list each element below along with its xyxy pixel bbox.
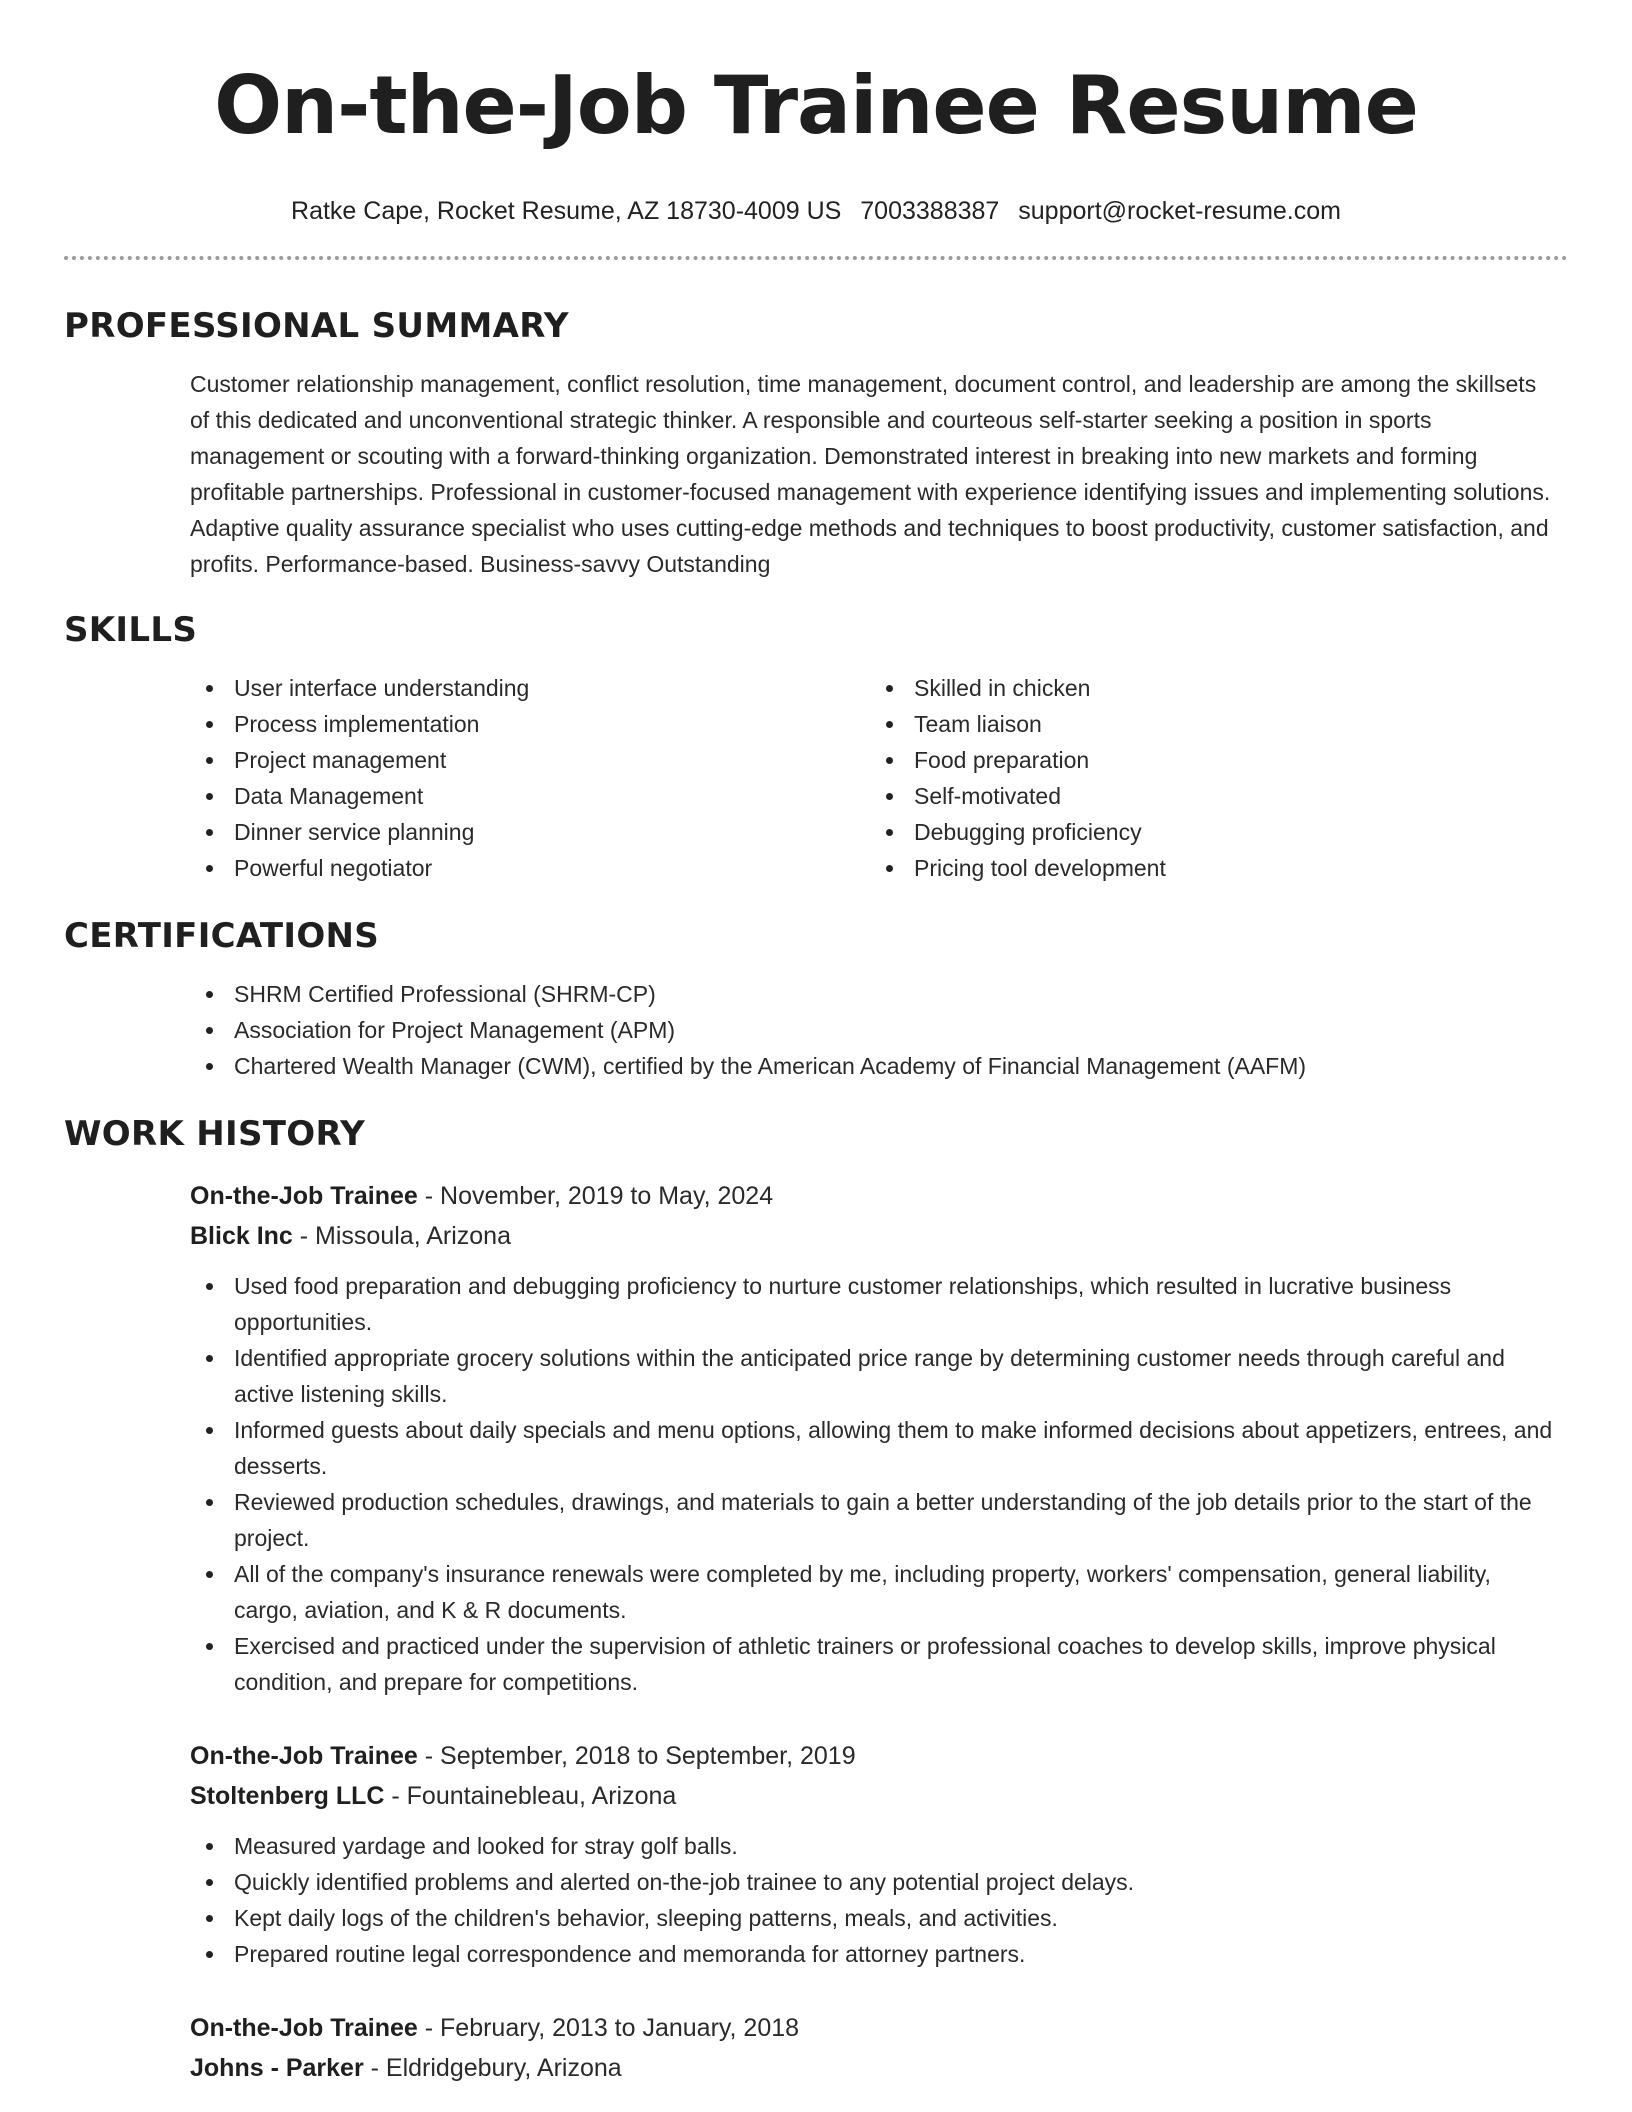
- skills-list-right: [870, 670, 1550, 886]
- job-bullet: Reviewed production schedules, drawings, and materials to gain a better understanding of the job details prior to the start of the project.: [190, 1484, 1560, 1556]
- job-dates: - November, 2019 to May, 2024: [417, 1182, 774, 1210]
- job-bullets: [190, 1828, 1568, 1972]
- skill-item: Skilled in chicken: [870, 670, 1550, 706]
- certification-item: SHRM Certified Professional (SHRM-CP): [190, 976, 1568, 1012]
- job-location: - Fountainebleau, Arizona: [384, 1782, 677, 1810]
- job-bullets: [190, 1268, 1568, 1700]
- job-bullet: All of the company's insurance renewals were completed by me, including property, workers' compensation, general liability, cargo, aviation, and K & R documents.: [190, 1556, 1560, 1628]
- skill-item: Pricing tool development: [870, 850, 1550, 886]
- certifications-section: [64, 976, 1568, 1084]
- summary-text: Customer relationship management, conflict resolution, time management, document control, and leadership are among the skillsets of this dedicated and unconventional strategic thinker. A responsible and courteous self-starter seeking a position in sports management or scouting with a forward-thinking organization. Demonstrated interest in breaking into new markets and forming profitable partnerships. Professional in customer-focused management with experience identifying issues and implementing solutions. Adaptive quality assurance specialist who uses cutting-edge methods and techniques to boost productivity, customer satisfaction, and profits. Performance-based. Business-savvy Outstanding: [190, 371, 1551, 577]
- job-bullet: Quickly identified problems and alerted on-the-job trainee to any potential project delays.: [190, 1864, 1560, 1900]
- job-bullet: Identified appropriate grocery solutions within the anticipated price range by determining customer needs through careful and active listening skills.: [190, 1340, 1560, 1412]
- skill-item: Dinner service planning: [190, 814, 870, 850]
- contact-address: Ratke Cape, Rocket Resume, AZ 18730-4009 US: [291, 197, 842, 225]
- job-title-line: [190, 1736, 1568, 1776]
- job-title: On-the-Job Trainee: [190, 1182, 418, 1210]
- skill-item: Food preparation: [870, 742, 1550, 778]
- skill-item: Project management: [190, 742, 870, 778]
- job-location: - Eldridgebury, Arizona: [363, 2054, 622, 2082]
- job-company: Johns - Parker: [190, 2054, 364, 2082]
- work-history-heading: WORK HISTORY: [64, 1114, 366, 1154]
- certification-item: Association for Project Management (APM): [190, 1012, 1568, 1048]
- resume-title: On-the-Job Trainee Resume: [214, 59, 1418, 152]
- job-company-line: [190, 1216, 1568, 1256]
- job-title: On-the-Job Trainee: [190, 2014, 418, 2042]
- job-bullet: Kept daily logs of the children's behavior, sleeping patterns, meals, and activities.: [190, 1900, 1560, 1936]
- summary-section: [64, 366, 1568, 582]
- skill-item: Self-motivated: [870, 778, 1550, 814]
- summary-heading: PROFESSIONAL SUMMARY: [64, 306, 569, 346]
- job-bullet: Used food preparation and debugging proficiency to nurture customer relationships, which resulted in lucrative business opportunities.: [190, 1268, 1560, 1340]
- contact-phone: 7003388387: [860, 197, 1000, 225]
- job-entry: [190, 2008, 1568, 2088]
- certifications-heading: CERTIFICATIONS: [64, 916, 380, 956]
- job-entry: [190, 1736, 1568, 1972]
- job-company: Blick Inc: [190, 1222, 293, 1250]
- job-bullet: Prepared routine legal correspondence and memoranda for attorney partners.: [190, 1936, 1560, 1972]
- skill-item: Debugging proficiency: [870, 814, 1550, 850]
- skill-item: Team liaison: [870, 706, 1550, 742]
- skills-list-left: [190, 670, 870, 886]
- skills-columns: [190, 670, 1568, 886]
- skill-item: Process implementation: [190, 706, 870, 742]
- skills-heading: SKILLS: [64, 610, 198, 650]
- skills-section: [64, 670, 1568, 886]
- job-title: On-the-Job Trainee: [190, 1742, 418, 1770]
- job-company-line: [190, 1776, 1568, 1816]
- contact-email: support@rocket-resume.com: [1018, 197, 1341, 225]
- work-history-section: [64, 1176, 1568, 2088]
- job-company-line: [190, 2048, 1568, 2088]
- job-title-line: [190, 1176, 1568, 1216]
- job-bullet: Measured yardage and looked for stray golf balls.: [190, 1828, 1560, 1864]
- job-dates: - September, 2018 to September, 2019: [417, 1742, 856, 1770]
- certification-item: Chartered Wealth Manager (CWM), certified by the American Academy of Financial Management (AAFM): [190, 1048, 1568, 1084]
- job-entry: [190, 1176, 1568, 1700]
- job-company: Stoltenberg LLC: [190, 1782, 385, 1810]
- skill-item: Powerful negotiator: [190, 850, 870, 886]
- contact-line: [64, 196, 1568, 226]
- job-dates: - February, 2013 to January, 2018: [417, 2014, 800, 2042]
- certifications-list: [190, 976, 1568, 1084]
- job-bullet: Exercised and practiced under the supervision of athletic trainers or professional coaches to develop skills, improve physical condition, and prepare for competitions.: [190, 1628, 1560, 1700]
- skill-item: User interface understanding: [190, 670, 870, 706]
- job-bullet: Informed guests about daily specials and menu options, allowing them to make informed decisions about appetizers, entrees, and desserts.: [190, 1412, 1560, 1484]
- skill-item: Data Management: [190, 778, 870, 814]
- header-divider: [64, 256, 1568, 260]
- job-title-line: [190, 2008, 1568, 2048]
- job-location: - Missoula, Arizona: [292, 1222, 511, 1250]
